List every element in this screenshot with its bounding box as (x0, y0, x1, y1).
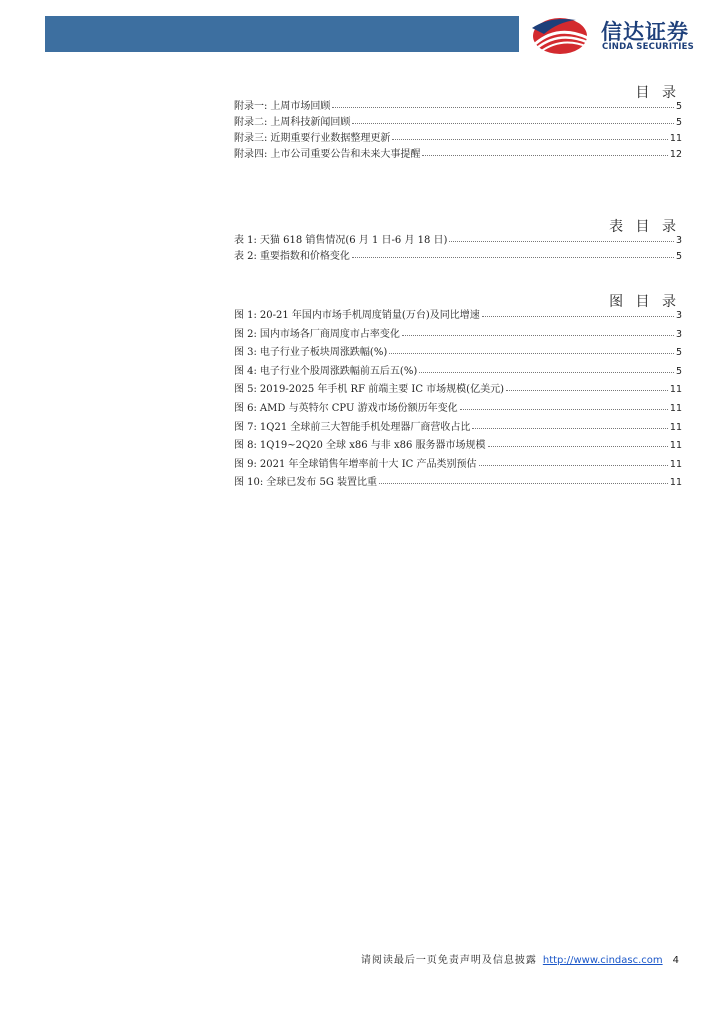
toc-entry-label: 附录一: (234, 101, 268, 112)
toc-entry-page: 11 (669, 458, 682, 470)
toc-dot-leader (419, 372, 674, 373)
toc-entry[interactable] (234, 311, 682, 330)
toc-dot-leader (488, 446, 668, 447)
toc-entry-label: 附录二: (234, 117, 268, 128)
toc-dot-leader (332, 107, 674, 108)
toc-dot-leader (379, 483, 668, 484)
toc-entry-label: 表 2: (234, 251, 257, 262)
contents-list (234, 102, 682, 166)
figures-list-title: 图 目 录 (609, 294, 680, 310)
toc-dot-leader (352, 257, 674, 258)
toc-entry[interactable] (234, 404, 682, 423)
toc-entry-page: 5 (675, 101, 682, 112)
toc-entry-text: 重要指数和价格变化 (259, 251, 350, 262)
toc-entry-text: 上周科技新闻回顾 (270, 117, 351, 128)
toc-entry-text: 近期重要行业数据整理更新 (270, 133, 391, 144)
toc-entry-text: 天猫 618 销售情况(6 月 1 日-6 月 18 日) (259, 235, 448, 246)
toc-entry-text: 2021 年全球销售年增率前十大 IC 产品类别预估 (259, 458, 477, 470)
toc-dot-leader (479, 465, 668, 466)
tables-list (234, 236, 682, 268)
toc-entry[interactable] (234, 102, 682, 118)
toc-entry-page: 3 (675, 235, 682, 246)
toc-dot-leader (460, 409, 668, 410)
contents-title: 目 录 (635, 85, 680, 101)
toc-entry-page: 11 (669, 384, 682, 396)
header-banner (45, 16, 519, 52)
page-footer (361, 951, 679, 966)
toc-entry-text: 1Q21 全球前三大智能手机处理器厂商营收占比 (259, 421, 471, 433)
toc-entry-text: 1Q19~2Q20 全球 x86 与非 x86 服务器市场规模 (259, 440, 486, 452)
toc-entry[interactable] (234, 478, 682, 497)
toc-dot-leader (389, 353, 674, 354)
toc-dot-leader (482, 316, 674, 317)
toc-entry-text: 20-21 年国内市场手机周度销量(万台)及同比增速 (259, 310, 480, 321)
cinda-logo-mark-icon (530, 14, 596, 56)
toc-entry-label: 附录四: (234, 149, 268, 160)
toc-entry-page: 11 (669, 421, 682, 433)
page-number: 4 (672, 955, 679, 966)
disclaimer-notice: 请阅读最后一页免责声明及信息披露 (360, 955, 537, 966)
toc-dot-leader (422, 155, 668, 156)
toc-entry-label: 图 10: (234, 477, 264, 489)
toc-entry-label: 图 1: (234, 310, 257, 321)
toc-entry-label: 图 9: (234, 458, 257, 470)
toc-dot-leader (392, 139, 668, 140)
toc-entry-label: 图 6: (234, 402, 257, 414)
toc-entry-page: 5 (675, 365, 682, 377)
toc-entry[interactable] (234, 385, 682, 404)
toc-entry-label: 图 2: (234, 328, 257, 340)
toc-entry[interactable] (234, 236, 682, 252)
cinda-logo (530, 14, 720, 56)
toc-entry-label: 图 4: (234, 365, 257, 377)
toc-dot-leader (449, 241, 674, 242)
toc-dot-leader (472, 428, 668, 429)
toc-entry[interactable] (234, 330, 682, 349)
toc-entry-text: 电子行业子板块周涨跌幅(%) (259, 347, 388, 359)
toc-entry-label: 图 7: (234, 421, 257, 433)
toc-entry-text: 2019-2025 年手机 RF 前端主要 IC 市场规模(亿美元) (259, 384, 504, 396)
toc-entry-label: 图 3: (234, 347, 257, 359)
toc-entry-page: 12 (669, 149, 682, 160)
toc-dot-leader (506, 390, 668, 391)
toc-entry-page: 11 (669, 477, 682, 489)
toc-entry-label: 表 1: (234, 235, 257, 246)
toc-entry[interactable] (234, 118, 682, 134)
logo-chinese-name: 信达证券 (601, 20, 689, 44)
toc-entry-text: 上周市场回顾 (270, 101, 331, 112)
toc-entry-text: 全球已发布 5G 装置比重 (266, 477, 377, 489)
toc-dot-leader (352, 123, 674, 124)
toc-entry[interactable] (234, 441, 682, 460)
toc-entry[interactable] (234, 423, 682, 442)
toc-entry-page: 11 (669, 133, 682, 144)
toc-entry-page: 5 (675, 117, 682, 128)
toc-entry-page: 3 (675, 310, 682, 321)
figures-list (234, 311, 682, 497)
toc-entry[interactable] (234, 134, 682, 150)
logo-english-name: CINDA SECURITIES (602, 42, 694, 52)
tables-list-title: 表 目 录 (609, 219, 680, 235)
toc-entry-page: 5 (675, 347, 682, 359)
toc-entry-page: 11 (669, 402, 682, 414)
toc-entry[interactable] (234, 252, 682, 268)
toc-entry-page: 5 (675, 251, 682, 262)
toc-entry-text: 电子行业个股周涨跌幅前五后五(%) (259, 365, 418, 377)
toc-entry-label: 图 5: (234, 384, 257, 396)
toc-entry-label: 图 8: (234, 440, 257, 452)
toc-entry-text: AMD 与英特尔 CPU 游戏市场份额历年变化 (259, 402, 458, 414)
toc-dot-leader (402, 335, 674, 336)
toc-entry-text: 上市公司重要公告和未来大事提醒 (270, 149, 421, 160)
toc-entry[interactable] (234, 150, 682, 166)
toc-entry-page: 11 (669, 440, 682, 452)
toc-entry[interactable] (234, 367, 682, 386)
toc-entry-page: 3 (675, 328, 682, 340)
toc-entry-text: 国内市场各厂商周度市占率变化 (259, 328, 400, 340)
toc-entry-label: 附录三: (234, 133, 268, 144)
website-link[interactable]: http://www.cindasc.com (542, 955, 663, 966)
toc-entry[interactable] (234, 348, 682, 367)
toc-entry[interactable] (234, 460, 682, 479)
